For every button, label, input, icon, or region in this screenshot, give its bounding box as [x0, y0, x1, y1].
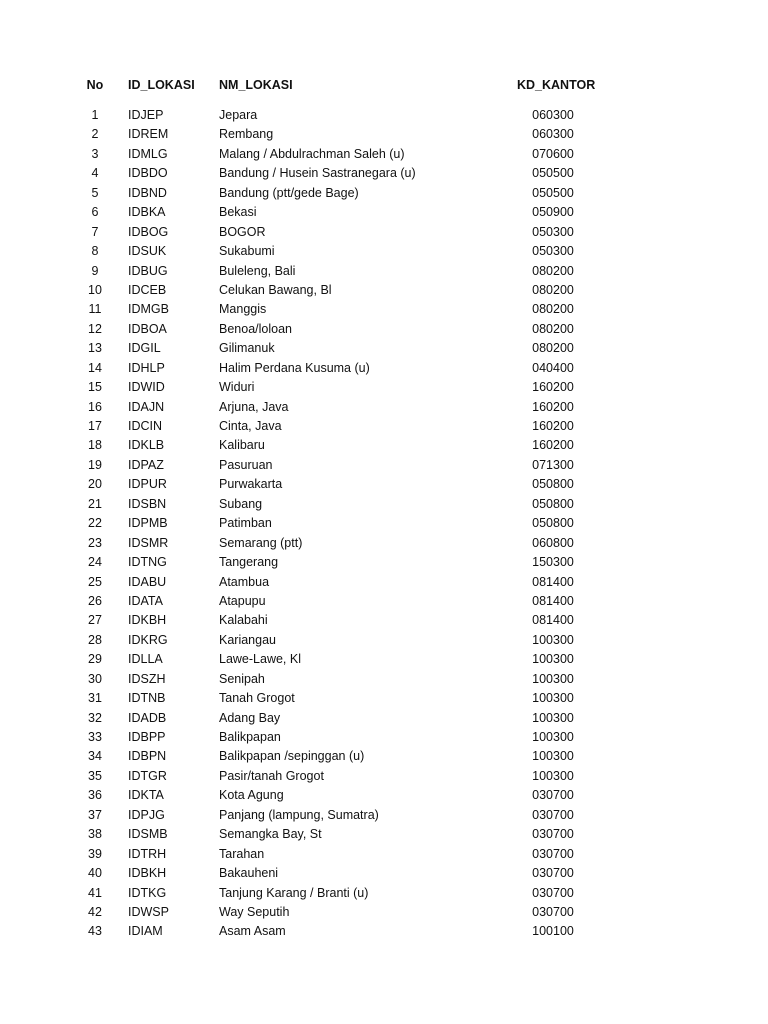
- cell-nm-lokasi: Gilimanuk: [219, 341, 275, 356]
- cell-id-lokasi: IDADB: [128, 710, 167, 725]
- cell-kd-kantor: 160200: [532, 399, 574, 414]
- cell-nm-lokasi: Pasuruan: [219, 457, 273, 472]
- cell-nm-lokasi: Halim Perdana Kusuma (u): [219, 360, 370, 375]
- cell-nm-lokasi: Balikpapan: [219, 730, 281, 744]
- cell-kd-kantor: 160200: [532, 419, 574, 433]
- cell-no: 37: [88, 807, 102, 822]
- cell-id-lokasi: IDTNG: [128, 555, 167, 570]
- table-row: [0, 886, 768, 905]
- cell-no: 30: [88, 671, 102, 686]
- cell-id-lokasi: IDTKG: [128, 885, 167, 900]
- cell-kd-kantor: 080200: [532, 263, 574, 278]
- cell-kd-kantor: 070600: [532, 146, 574, 161]
- header-nm-lokasi: NM_LOKASI: [219, 78, 293, 92]
- cell-kd-kantor: 080200: [532, 341, 574, 356]
- cell-kd-kantor: 060800: [532, 535, 574, 550]
- table-row: [0, 866, 768, 885]
- cell-no: 3: [91, 146, 99, 161]
- cell-id-lokasi: IDPAZ: [128, 457, 164, 472]
- cell-nm-lokasi: Kalibaru: [219, 438, 265, 453]
- cell-nm-lokasi: Adang Bay: [219, 710, 281, 725]
- table-row: [0, 691, 768, 710]
- cell-id-lokasi: IDBUG: [128, 263, 168, 278]
- cell-nm-lokasi: Arjuna, Java: [219, 399, 289, 414]
- cell-id-lokasi: IDPJG: [128, 807, 165, 822]
- cell-kd-kantor: 030700: [532, 885, 574, 900]
- cell-kd-kantor: 160200: [532, 380, 574, 395]
- table-row: [0, 147, 768, 166]
- cell-no: 17: [88, 419, 102, 433]
- cell-kd-kantor: 100300: [532, 730, 574, 744]
- cell-nm-lokasi: Tanah Grogot: [219, 691, 295, 706]
- cell-kd-kantor: 080200: [532, 282, 574, 297]
- table-row: [0, 847, 768, 866]
- cell-no: 2: [91, 127, 99, 142]
- table-header: [0, 78, 768, 100]
- table-row: [0, 477, 768, 496]
- cell-kd-kantor: 100300: [532, 652, 574, 667]
- cell-no: 33: [88, 730, 102, 744]
- cell-id-lokasi: IDWID: [128, 380, 165, 395]
- cell-kd-kantor: 060300: [532, 108, 574, 122]
- cell-nm-lokasi: Patimban: [219, 516, 272, 531]
- cell-id-lokasi: IDJEP: [128, 108, 164, 122]
- cell-nm-lokasi: Balikpapan /sepinggan (u): [219, 749, 365, 764]
- table-row: [0, 419, 768, 438]
- cell-id-lokasi: IDCIN: [128, 419, 163, 433]
- cell-no: 10: [88, 282, 102, 297]
- cell-no: 41: [88, 885, 102, 900]
- cell-id-lokasi: IDBPP: [128, 730, 166, 744]
- cell-nm-lokasi: Atapupu: [219, 593, 266, 608]
- cell-id-lokasi: IDSZH: [128, 671, 166, 686]
- cell-nm-lokasi: Atambua: [219, 574, 270, 589]
- cell-kd-kantor: 100300: [532, 768, 574, 783]
- cell-kd-kantor: 071300: [532, 457, 574, 472]
- cell-no: 27: [88, 613, 102, 628]
- cell-no: 43: [88, 924, 102, 939]
- table-row: [0, 711, 768, 730]
- cell-nm-lokasi: Way Seputih: [219, 904, 290, 919]
- cell-no: 31: [88, 691, 102, 706]
- cell-no: 16: [88, 399, 102, 414]
- cell-nm-lokasi: Lawe-Lawe, Kl: [219, 652, 301, 667]
- table-row: [0, 264, 768, 283]
- table-row: [0, 730, 768, 749]
- table-row: [0, 361, 768, 380]
- table-row: [0, 652, 768, 671]
- cell-kd-kantor: 050800: [532, 496, 574, 511]
- cell-kd-kantor: 050500: [532, 185, 574, 200]
- cell-no: 12: [88, 321, 102, 336]
- cell-kd-kantor: 150300: [532, 555, 574, 570]
- cell-nm-lokasi: Tangerang: [219, 555, 279, 570]
- table-row: [0, 749, 768, 768]
- cell-no: 34: [88, 749, 102, 764]
- table-row: [0, 555, 768, 574]
- cell-id-lokasi: IDATA: [128, 593, 163, 608]
- cell-nm-lokasi: Tarahan: [219, 846, 265, 861]
- cell-nm-lokasi: Bandung (ptt/gede Bage): [219, 185, 359, 200]
- cell-id-lokasi: IDABU: [128, 574, 167, 589]
- table-row: [0, 575, 768, 594]
- table-row: [0, 769, 768, 788]
- cell-no: 18: [88, 438, 102, 453]
- cell-no: 13: [88, 341, 102, 356]
- cell-kd-kantor: 050800: [532, 477, 574, 492]
- cell-no: 32: [88, 710, 102, 725]
- cell-no: 1: [91, 108, 99, 122]
- cell-no: 25: [88, 574, 102, 589]
- cell-no: 19: [88, 457, 102, 472]
- cell-kd-kantor: 100300: [532, 749, 574, 764]
- cell-kd-kantor: 050300: [532, 244, 574, 259]
- table-row: [0, 497, 768, 516]
- cell-id-lokasi: IDIAM: [128, 924, 163, 939]
- table-row: [0, 633, 768, 652]
- cell-id-lokasi: IDCEB: [128, 282, 167, 297]
- cell-nm-lokasi: Widuri: [219, 380, 255, 395]
- cell-no: 40: [88, 866, 102, 881]
- table-row: [0, 283, 768, 302]
- table-row: [0, 613, 768, 632]
- cell-id-lokasi: IDSUK: [128, 244, 167, 259]
- cell-id-lokasi: IDPMB: [128, 516, 168, 531]
- cell-kd-kantor: 100100: [532, 924, 574, 939]
- cell-no: 23: [88, 535, 102, 550]
- cell-id-lokasi: IDGIL: [128, 341, 161, 356]
- table-row: [0, 827, 768, 846]
- cell-kd-kantor: 100300: [532, 671, 574, 686]
- cell-no: 38: [88, 827, 102, 842]
- table-row: [0, 905, 768, 924]
- cell-nm-lokasi: Celukan Bawang, Bl: [219, 282, 332, 297]
- cell-id-lokasi: IDTNB: [128, 691, 166, 706]
- cell-id-lokasi: IDSBN: [128, 496, 167, 511]
- cell-no: 39: [88, 846, 102, 861]
- cell-no: 20: [88, 477, 102, 492]
- cell-id-lokasi: IDBOA: [128, 321, 167, 336]
- cell-kd-kantor: 080200: [532, 302, 574, 317]
- cell-no: 5: [91, 185, 99, 200]
- cell-nm-lokasi: Jepara: [219, 108, 258, 122]
- cell-kd-kantor: 060300: [532, 127, 574, 142]
- cell-kd-kantor: 050800: [532, 516, 574, 531]
- cell-nm-lokasi: Semarang (ptt): [219, 535, 303, 550]
- cell-kd-kantor: 050900: [532, 205, 574, 220]
- cell-no: 26: [88, 593, 102, 608]
- cell-kd-kantor: 040400: [532, 360, 574, 375]
- table-row: [0, 186, 768, 205]
- cell-nm-lokasi: Pasir/tanah Grogot: [219, 768, 324, 783]
- cell-no: 14: [88, 360, 102, 375]
- cell-kd-kantor: 100300: [532, 632, 574, 647]
- cell-kd-kantor: 081400: [532, 593, 574, 608]
- cell-kd-kantor: 050300: [532, 224, 574, 239]
- cell-no: 28: [88, 632, 102, 647]
- cell-nm-lokasi: Subang: [219, 496, 263, 511]
- cell-no: 36: [88, 788, 102, 803]
- cell-no: 42: [88, 904, 102, 919]
- cell-nm-lokasi: BOGOR: [219, 224, 266, 239]
- table-row: [0, 808, 768, 827]
- cell-id-lokasi: IDKBH: [128, 613, 167, 628]
- cell-kd-kantor: 081400: [532, 613, 574, 628]
- cell-no: 21: [88, 496, 102, 511]
- cell-nm-lokasi: Bakauheni: [219, 866, 279, 881]
- cell-id-lokasi: IDKRG: [128, 632, 168, 647]
- cell-nm-lokasi: Manggis: [219, 302, 267, 317]
- cell-kd-kantor: 081400: [532, 574, 574, 589]
- location-table: [0, 78, 768, 944]
- table-row: [0, 594, 768, 613]
- cell-id-lokasi: IDMLG: [128, 146, 168, 161]
- cell-kd-kantor: 030700: [532, 807, 574, 822]
- cell-no: 9: [91, 263, 99, 278]
- cell-nm-lokasi: Senipah: [219, 671, 265, 686]
- cell-kd-kantor: 050500: [532, 166, 574, 181]
- cell-id-lokasi: IDBOG: [128, 224, 169, 239]
- table-row: [0, 205, 768, 224]
- table-row: [0, 108, 768, 127]
- cell-id-lokasi: IDBDO: [128, 166, 168, 181]
- table-row: [0, 788, 768, 807]
- table-row: [0, 400, 768, 419]
- cell-nm-lokasi: Kariangau: [219, 632, 276, 647]
- cell-nm-lokasi: Rembang: [219, 127, 274, 142]
- header-no: No: [86, 78, 104, 92]
- header-kd-kantor: KD_KANTOR: [517, 78, 596, 92]
- table-row: [0, 302, 768, 321]
- cell-id-lokasi: IDBND: [128, 185, 167, 200]
- table-row: [0, 322, 768, 341]
- cell-nm-lokasi: Kalabahi: [219, 613, 268, 628]
- table-row: [0, 225, 768, 244]
- cell-id-lokasi: IDLLA: [128, 652, 163, 667]
- cell-no: 24: [88, 555, 102, 570]
- cell-nm-lokasi: Semangka Bay, St: [219, 827, 322, 842]
- table-row: [0, 672, 768, 691]
- cell-id-lokasi: IDTGR: [128, 768, 167, 783]
- cell-id-lokasi: IDBKA: [128, 205, 166, 220]
- cell-nm-lokasi: Purwakarta: [219, 477, 283, 492]
- cell-id-lokasi: IDBKH: [128, 866, 167, 881]
- cell-no: 8: [91, 244, 99, 259]
- cell-nm-lokasi: Benoa/loloan: [219, 321, 292, 336]
- cell-id-lokasi: IDKTA: [128, 788, 164, 803]
- cell-nm-lokasi: Cinta, Java: [219, 419, 282, 433]
- cell-id-lokasi: IDREM: [128, 127, 169, 142]
- cell-nm-lokasi: Asam Asam: [219, 924, 286, 939]
- table-row: [0, 244, 768, 263]
- table-body: [0, 108, 768, 944]
- cell-no: 29: [88, 652, 102, 667]
- cell-kd-kantor: 030700: [532, 866, 574, 881]
- cell-kd-kantor: 030700: [532, 788, 574, 803]
- cell-kd-kantor: 030700: [532, 904, 574, 919]
- cell-no: 7: [91, 224, 99, 239]
- cell-kd-kantor: 100300: [532, 710, 574, 725]
- cell-nm-lokasi: Sukabumi: [219, 244, 275, 259]
- cell-kd-kantor: 160200: [532, 438, 574, 453]
- cell-no: 4: [91, 166, 99, 181]
- cell-no: 15: [88, 380, 102, 395]
- table-row: [0, 166, 768, 185]
- cell-id-lokasi: IDPUR: [128, 477, 167, 492]
- table-row: [0, 536, 768, 555]
- cell-id-lokasi: IDHLP: [128, 360, 165, 375]
- cell-nm-lokasi: Buleleng, Bali: [219, 263, 296, 278]
- cell-no: 11: [88, 302, 102, 317]
- cell-nm-lokasi: Kota Agung: [219, 788, 284, 803]
- table-row: [0, 380, 768, 399]
- cell-kd-kantor: 030700: [532, 846, 574, 861]
- table-row: [0, 458, 768, 477]
- cell-id-lokasi: IDKLB: [128, 438, 165, 453]
- cell-nm-lokasi: Bekasi: [219, 205, 257, 220]
- cell-id-lokasi: IDWSP: [128, 904, 169, 919]
- cell-kd-kantor: 080200: [532, 321, 574, 336]
- cell-id-lokasi: IDMGB: [128, 302, 169, 317]
- cell-id-lokasi: IDTRH: [128, 846, 167, 861]
- header-id-lokasi: ID_LOKASI: [128, 78, 195, 92]
- cell-no: 35: [88, 768, 102, 783]
- cell-id-lokasi: IDSMB: [128, 827, 168, 842]
- cell-kd-kantor: 030700: [532, 827, 574, 842]
- cell-no: 22: [88, 516, 102, 531]
- cell-id-lokasi: IDAJN: [128, 399, 165, 414]
- cell-nm-lokasi: Panjang (lampung, Sumatra): [219, 807, 379, 822]
- cell-kd-kantor: 100300: [532, 691, 574, 706]
- table-row: [0, 438, 768, 457]
- table-row: [0, 924, 768, 943]
- table-row: [0, 127, 768, 146]
- cell-nm-lokasi: Tanjung Karang / Branti (u): [219, 885, 369, 900]
- table-row: [0, 341, 768, 360]
- cell-nm-lokasi: Malang / Abdulrachman Saleh (u): [219, 146, 405, 161]
- cell-nm-lokasi: Bandung / Husein Sastranegara (u): [219, 166, 416, 181]
- cell-id-lokasi: IDSMR: [128, 535, 169, 550]
- cell-id-lokasi: IDBPN: [128, 749, 167, 764]
- cell-no: 6: [91, 205, 99, 220]
- table-row: [0, 516, 768, 535]
